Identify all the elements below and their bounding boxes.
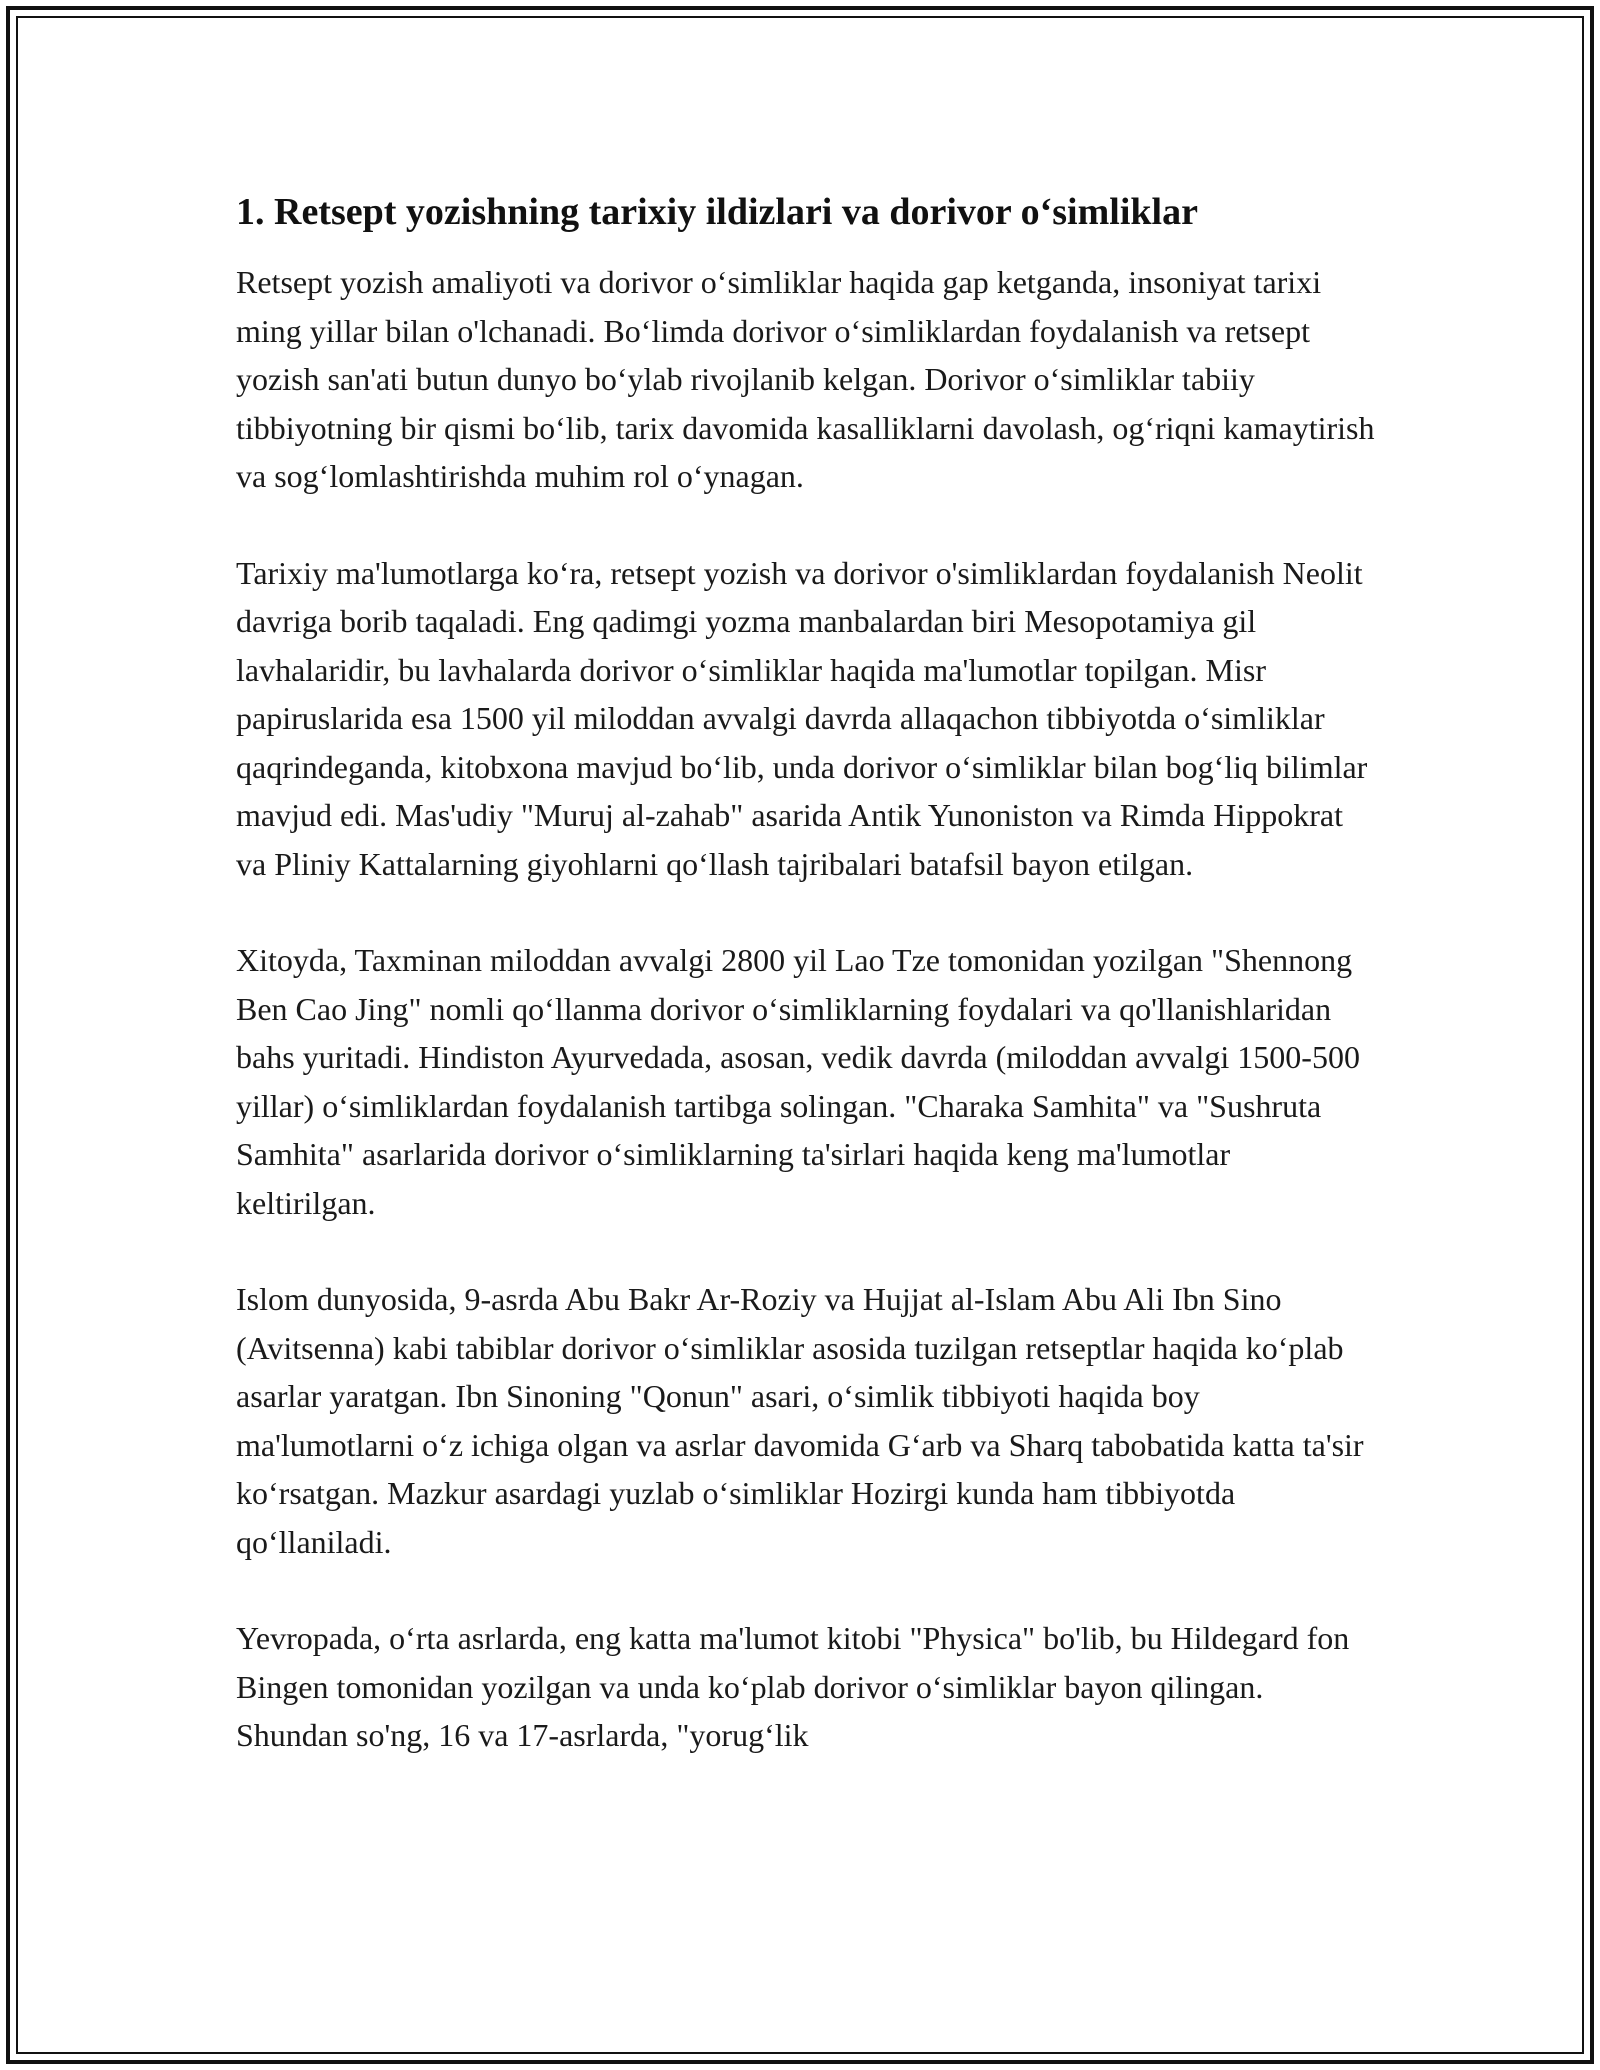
paragraph-1: Retsept yozish amaliyoti va dorivor o‘simliklar haqida gap ketganda, insoniyat tarixi ming yillar bilan o'lchanadi. Bo‘limda dorivor o‘simliklardan foydalanish va retsept yozish san'ati butun dunyo bo‘ylab rivojlanib kelgan. Dorivor o‘simliklar tabiiy tibbiyotning bir qismi bo‘lib, tarix davomida kasalliklarni davolash, og‘riqni kamaytirish va sog‘lomlashtirishda muhim rol o‘ynagan.: [236, 264, 1375, 494]
paragraph-5: Yevropada, o‘rta asrlarda, eng katta ma'lumot kitobi "Physica" bo'lib, bu Hildegard fon Bingen tomonidan yozilgan va unda ko‘plab dorivor o‘simliklar bayon qilingan. Shundan so'ng, 16 va 17-asrlarda, "yorug‘lik: [236, 1620, 1350, 1753]
document-content: [236, 188, 1376, 1808]
section-heading: 1. Retsept yozishning tarixiy ildizlari va dorivor o‘simliklar: [236, 191, 1198, 233]
paragraph-3: Xitoyda, Taxminan miloddan avvalgi 2800 yil Lao Tze tomonidan yozilgan "Shennong Ben Cao Jing" nomli qo‘llanma dorivor o‘simliklarning foydalari va qo'llanishlaridan bahs yuritadi. Hindiston Ayurvedada, asosan, vedik davrda (miloddan avvalgi 1500-500 yillar) o‘simliklardan foydalanish tartibga solingan. "Charaka Samhita" va "Sushruta Samhita" asarlarida dorivor o‘simliklarning ta'sirlari haqida keng ma'lumotlar keltirilgan.: [236, 942, 1360, 1221]
paragraph-4: Islom dunyosida, 9-asrda Abu Bakr Ar-Roziy va Hujjat al-Islam Abu Ali Ibn Sino (Avitsenna) kabi tabiblar dorivor o‘simliklar asosida tuzilgan retseptlar haqida ko‘plab asarlar yaratgan. Ibn Sinoning "Qonun" asari, o‘simlik tibbiyoti haqida boy ma'lumotlarni o‘z ichiga olgan va asrlar davomida G‘arb va Sharq tabobatida katta ta'sir ko‘rsatgan. Mazkur asardagi yuzlab o‘simliklar Hozirgi kunda ham tibbiyotda qo‘llaniladi.: [236, 1281, 1364, 1560]
paragraph-2: Tarixiy ma'lumotlarga ko‘ra, retsept yozish va dorivor o'simliklardan foydalanish Neolit davriga borib taqaladi. Eng qadimgi yozma manbalardan biri Mesopotamiya gil lavhalaridir, bu lavhalarda dorivor o‘simliklar haqida ma'lumotlar topilgan. Misr papiruslarida esa 1500 yil miloddan avvalgi davrda allaqachon tibbiyotda o‘simliklar qaqrindeganda, kitobxona mavjud bo‘lib, unda dorivor o‘simliklar bilan bog‘liq bilimlar mavjud edi. Mas'udiy "Muruj al-zahab" asarida Antik Yunoniston va Rimda Hippokrat va Pliniy Kattalarning giyohlarni qo‘llash tajribalari batafsil bayon etilgan.: [236, 554, 1368, 882]
